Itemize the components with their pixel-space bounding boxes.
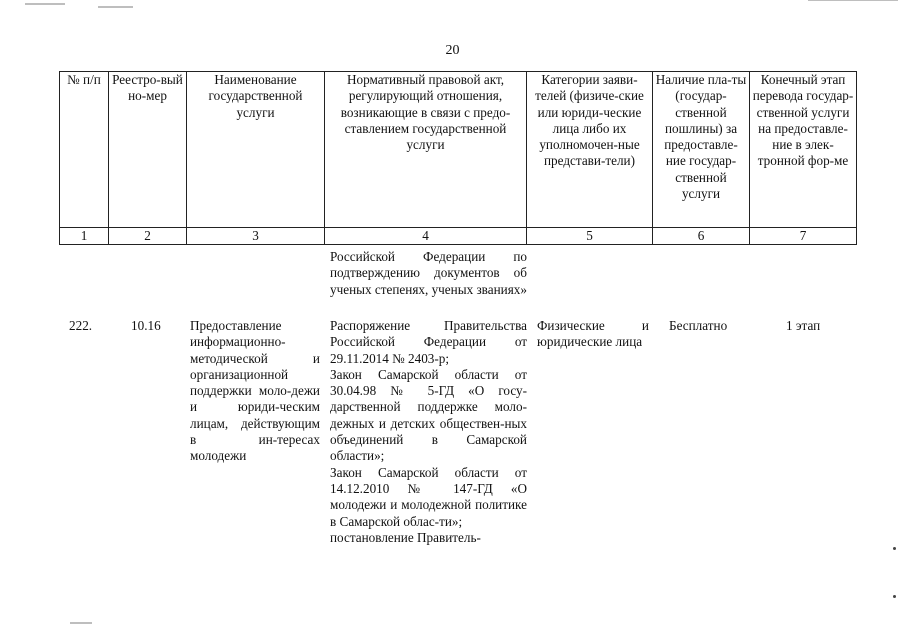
- col-header-registry: Реестро-вый но-мер: [109, 72, 187, 228]
- row-fee: Бесплатно: [669, 318, 728, 333]
- scan-artifact: [25, 3, 65, 5]
- header-row: [60, 72, 857, 228]
- scan-artifact: [70, 622, 92, 624]
- col-header-legal-act: Нормативный правовой акт, регулирующий отношения, возникающие в связи с предо-ставлением государственной услуги: [325, 72, 527, 228]
- row-stage: 1 этап: [786, 318, 821, 333]
- col-number: 3: [187, 228, 325, 245]
- scan-artifact: [98, 6, 133, 8]
- col-header-service-name: Наименование государственной услуги: [187, 72, 325, 228]
- column-number-row: [60, 228, 857, 245]
- col-number: 5: [527, 228, 653, 245]
- row-applicants: Физические и юридические лица: [537, 318, 649, 350]
- continuation-text: Российской Федерации по подтверждению документов об ученых степенях, ученых званиях»: [330, 249, 527, 297]
- col-number: 6: [653, 228, 750, 245]
- scan-artifact: [893, 595, 896, 598]
- col-header-number: № п/п: [60, 72, 109, 228]
- col-number: 7: [750, 228, 857, 245]
- header-table: [59, 71, 857, 245]
- row-legal-acts: [330, 318, 527, 546]
- col-number: 2: [109, 228, 187, 245]
- col-number: 4: [325, 228, 527, 245]
- legal-act-1: Распоряжение Правительства Российской Федерации от 29.11.2014 № 2403-р;: [330, 318, 527, 366]
- col-header-applicants: Категории заяви-телей (физиче-ские или юриди-ческие лица либо их уполномочен-ные представи-тели): [527, 72, 653, 228]
- scan-artifact: [893, 547, 896, 550]
- legal-act-3: Закон Самарской области от 14.12.2010 № 147-ГД «О молодежи и молодежной политике в Самарской облас-ти»;: [330, 464, 527, 529]
- row-registry: 10.16: [131, 318, 161, 333]
- page-number: 20: [445, 43, 460, 58]
- legal-act-2: Закон Самарской области от 30.04.98 № 5-ГД «О госу-дарственной поддержке моло-дежных и детских обществен-ных объединений в Самарской области»;: [330, 366, 527, 464]
- legal-act-4: постановление Правитель-: [330, 529, 481, 545]
- row-number: 222.: [69, 318, 93, 333]
- scan-artifact: [808, 0, 898, 1]
- col-number: 1: [60, 228, 109, 245]
- col-header-fee: Наличие пла-ты (государ-ственной пошлины) за предоставле-ние государ-ственной услуги: [653, 72, 750, 228]
- row-service-name: Предоставление информационно-методической и организационной поддержки моло-дежи и юриди-ческим лицам, действующим в ин-тересах молодежи: [190, 318, 320, 464]
- col-header-stage: Конечный этап перевода государ-ственной услуги на предоставле-ние в элек-тронной фор-ме: [750, 72, 857, 228]
